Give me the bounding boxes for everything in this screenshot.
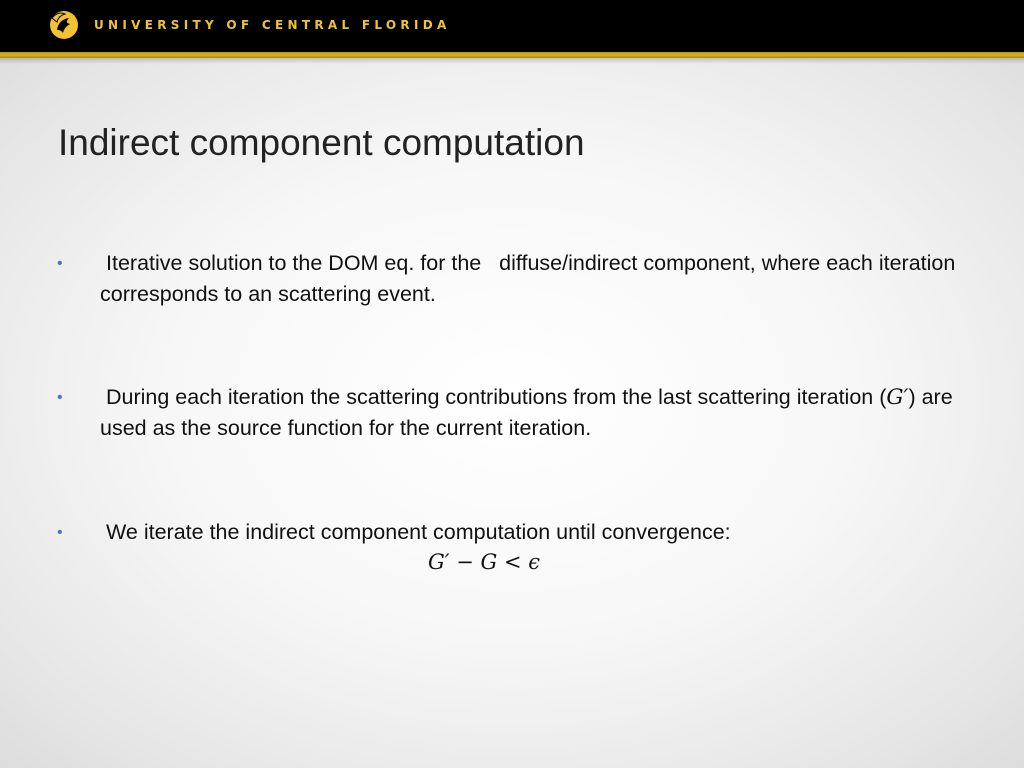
bullet-text: We iterate the indirect component computation until convergence: bbox=[106, 520, 731, 544]
bullet-text: Iterative solution to the DOM eq. for the diffuse/indirect component, where each iteration corresponds to an scattering event. bbox=[100, 251, 962, 306]
bullet-text-after: ) are used as the source function for the current iteration. bbox=[100, 385, 953, 440]
bullet-text bbox=[100, 382, 960, 444]
bullet-marker: • bbox=[57, 524, 63, 541]
bullet-marker: • bbox=[57, 389, 63, 406]
pegasus-logo-icon bbox=[48, 9, 80, 41]
university-name: UNIVERSITY OF CENTRAL FLORIDA bbox=[94, 18, 451, 32]
bullet-marker: • bbox=[57, 255, 63, 272]
header-shadow bbox=[0, 58, 1024, 64]
header-bar bbox=[0, 0, 1024, 52]
slide-title: Indirect component computation bbox=[58, 122, 585, 163]
bullet-text-before: During each iteration the scattering contributions from the last scattering iteration ( bbox=[106, 385, 887, 409]
convergence-equation: G′ − G < ϵ bbox=[428, 550, 540, 574]
math-g-prime: G′ bbox=[886, 385, 909, 410]
